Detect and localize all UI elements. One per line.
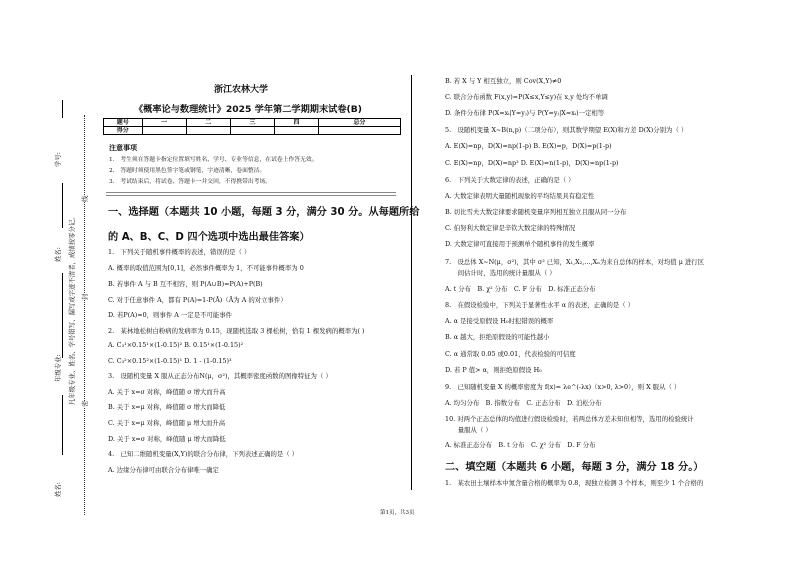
question-line: A. E(X)=np，D(X)=np(1-p) B. E(X)=p，D(X)=p(1-p) [445,142,612,150]
question-line: A. 边缘分布律可由联合分布律唯一确定 [108,466,219,474]
question-line: 3. 设随机变量 X 服从正态分布N(μ，σ²)，其概率密度函数的图像特征为（ ） [108,372,332,380]
question-line: C. 关于 x=μ 对称，峰值随 μ 增大而升高 [108,419,226,427]
question-line: A. 大数定律表明大量随机现象的平均结果具有稳定性 [445,192,595,200]
score-table [103,118,401,135]
score-cell: 三 [230,119,274,127]
score-table-header-row [104,119,401,127]
question-line: C. 伯努利大数定律是辛钦大数定律的特殊情况 [445,224,576,232]
page-footer: 第1页，共3页 [380,510,415,516]
notes-title: 注意事项 [109,144,137,152]
margin-line [62,183,63,228]
score-input-cell[interactable] [274,127,318,135]
score-cell: 题号 [104,119,143,127]
question-line: A. 概率的取值范围为[0,1]，必然事件概率为 1，不可能事件概率为 0 [108,264,304,272]
note-item: 2. 答题时须使用黑色签字笔或钢笔，字迹清晰，卷面整洁。 [109,168,266,174]
question-line: B. α 越大，拒绝原假设的可能性越小 [445,333,550,341]
seal-char-feng: 封 [81,293,89,300]
question-line: 1. 某农田土壤样本中氮含量合格的概率为 0.8，现独立检测 3 个样本，则至少 1 个合格的 [445,479,704,487]
seal-char-xian: 线 [81,195,89,202]
score-table-score-row [104,127,401,135]
question-line: D. 若P(A)=0，则事件 A 一定是不可能事件 [108,311,233,319]
column-divider [411,75,412,490]
question-line: 10. 对两个正态总体的均值进行假设检验时，若两总体方差未知但相等，选用的检验统计 [445,415,694,423]
name-label: 姓名: [54,247,62,262]
question-line: D. 若 P 值> α，则拒绝原假设 H₀ [445,366,542,374]
score-cell: 四 [274,119,318,127]
note-item: 1. 考生须在答题卡指定位置填写姓名、学号、专业等信息，在试卷上作答无效。 [109,157,318,163]
grade-major-label: 年级专业: [54,354,62,382]
note-item: 3. 考试结束后，将试卷、答题卡一并交回，不得携带出考场。 [109,179,272,185]
question-line: 2. 某林地松树白粉病的发病率为 0.15，现随机选取 3 棵松树，恰有 1 棵发病的概率为( ) [108,327,365,335]
question-line: B. 关于 x=μ 对称，峰值随 σ 增大而降低 [108,403,226,411]
question-line: 间估计时，选用的统计量服从（ ） [445,269,556,277]
question-line: C. 联合分布函数 F(x,y)=P(X≤x,Y≤y)在 x,y 处均不单调 [445,93,608,101]
section1-heading: 的 A、B、C、D 四个选项中选出最佳答案） [108,232,310,243]
student-id-label: 学号: [54,152,62,167]
question-line: A. 均匀分布 B. 指数分布 C. 正态分布 D. 泊松分布 [445,399,602,407]
score-cell: 一 [142,119,186,127]
question-line: C. C₃²×0.15²×(1-0.15)¹ D. 1 - (1-0.15)³ [108,357,232,365]
question-line: B. 若事件 A 与 B 互不相容，则 P(A∪B)=P(A)+P(B) [108,280,263,288]
score-cell: 总分 [319,119,401,127]
score-cell: 得分 [104,127,143,135]
score-input-cell[interactable] [186,127,230,135]
question-line: 4. 已知二维随机变量(X,Y)的联合分布律，下列表述正确的是（ ） [108,450,299,458]
question-line: A. C₃¹×0.15¹×(1-0.15)² B. 0.15¹×(1-0.15)² [108,341,244,349]
section1-heading: 一、选择题（本题共 10 小题，每题 3 分，满分 30 分。从每题所给 [108,207,420,218]
margin-line [62,273,63,358]
question-line: A. 关于 x=σ 对称，峰值随 σ 增大而升高 [108,388,226,396]
question-line: B. 若 X 与 Y 相互独立，则 Cov(X,Y)≠0 [445,77,562,85]
double-rule [106,192,396,196]
question-line: A. 标准正态分布 B. t 分布 C. χ² 分布 D. F 分布 [445,441,596,449]
question-line: 5. 设随机变量 X~B(n,p)（二项分布），则其数学期望 E(X)和方差 D(X)分别为（ ） [445,126,688,134]
question-line: D. 条件分布律 P(X=xᵢ|Y=yⱼ)与 P(Y=yⱼ|X=xᵢ)一定相等 [445,109,605,117]
question-line: A. α 是接受原假设 H₀时犯错误的概率 [445,317,554,325]
question-line: 9. 已知随机变量 X 的概率密度为 f(x)= λe^(-λx)（x>0, λ>0），则 X 服从（ ） [445,383,681,391]
question-line: 量服从（ ） [445,426,492,434]
question-line: D. 大数定律可直接用于预测单个随机事件的发生概率 [445,240,595,248]
question-line: 1. 下列关于随机事件概率的表述，错误的是（ ） [108,248,251,256]
university-name: 浙江农林大学 [214,85,269,95]
margin-line [62,395,63,455]
margin-line [62,100,63,118]
question-line: 8. 在假设检验中，下列关于显著性水平 α 的表述，正确的是（ ） [445,301,635,309]
question-line: C. α 通常取 0.05 或0.01，代表检验的可信度 [445,350,576,358]
score-input-cell[interactable] [230,127,274,135]
score-cell: 二 [186,119,230,127]
exam-title: 《概率论与数理统计》2025 学年第二学期期末试卷(B) [134,104,362,115]
question-line: C. 对于任意事件 A，都有 P(A)=1-P(Ā)（Ā为 A 的对立事件） [108,296,287,304]
seal-dotted-line [84,115,85,515]
score-input-cell[interactable] [142,127,186,135]
question-line: C. E(X)=np，D(X)=np² D. E(X)=n(1-p)，D(X)=np(1-p) [445,159,619,167]
question-line: 6. 下列关于大数定律的表述，正确的是（ ） [445,176,575,184]
question-line: B. 切比雪夫大数定律要求随机变量序列相互独立且服从同一分布 [445,208,627,216]
margin-warning: 凡年级专业、姓名、学号错写、漏写或字迹不清者，成绩按零分记。 [68,213,76,405]
question-line: 7. 设总体 X~N(μ，σ²)，其中 σ² 已知，X₁,X₂,…,Xₙ为来自总体的样本，对均值 μ 进行区 [445,258,705,266]
class-name-label: 姓名: [54,482,62,497]
question-line: A. t 分布 B. χ² 分布 C. F 分布 D. 标准正态分布 [445,285,596,293]
question-line: D. 关于 x=σ 对称，峰值随 μ 增大而降低 [108,435,226,443]
score-input-cell[interactable] [319,127,401,135]
seal-char-mi: 密 [81,400,89,407]
section2-heading: 二、填空题（本题共 6 小题，每题 3 分，满分 18 分。） [445,462,704,473]
